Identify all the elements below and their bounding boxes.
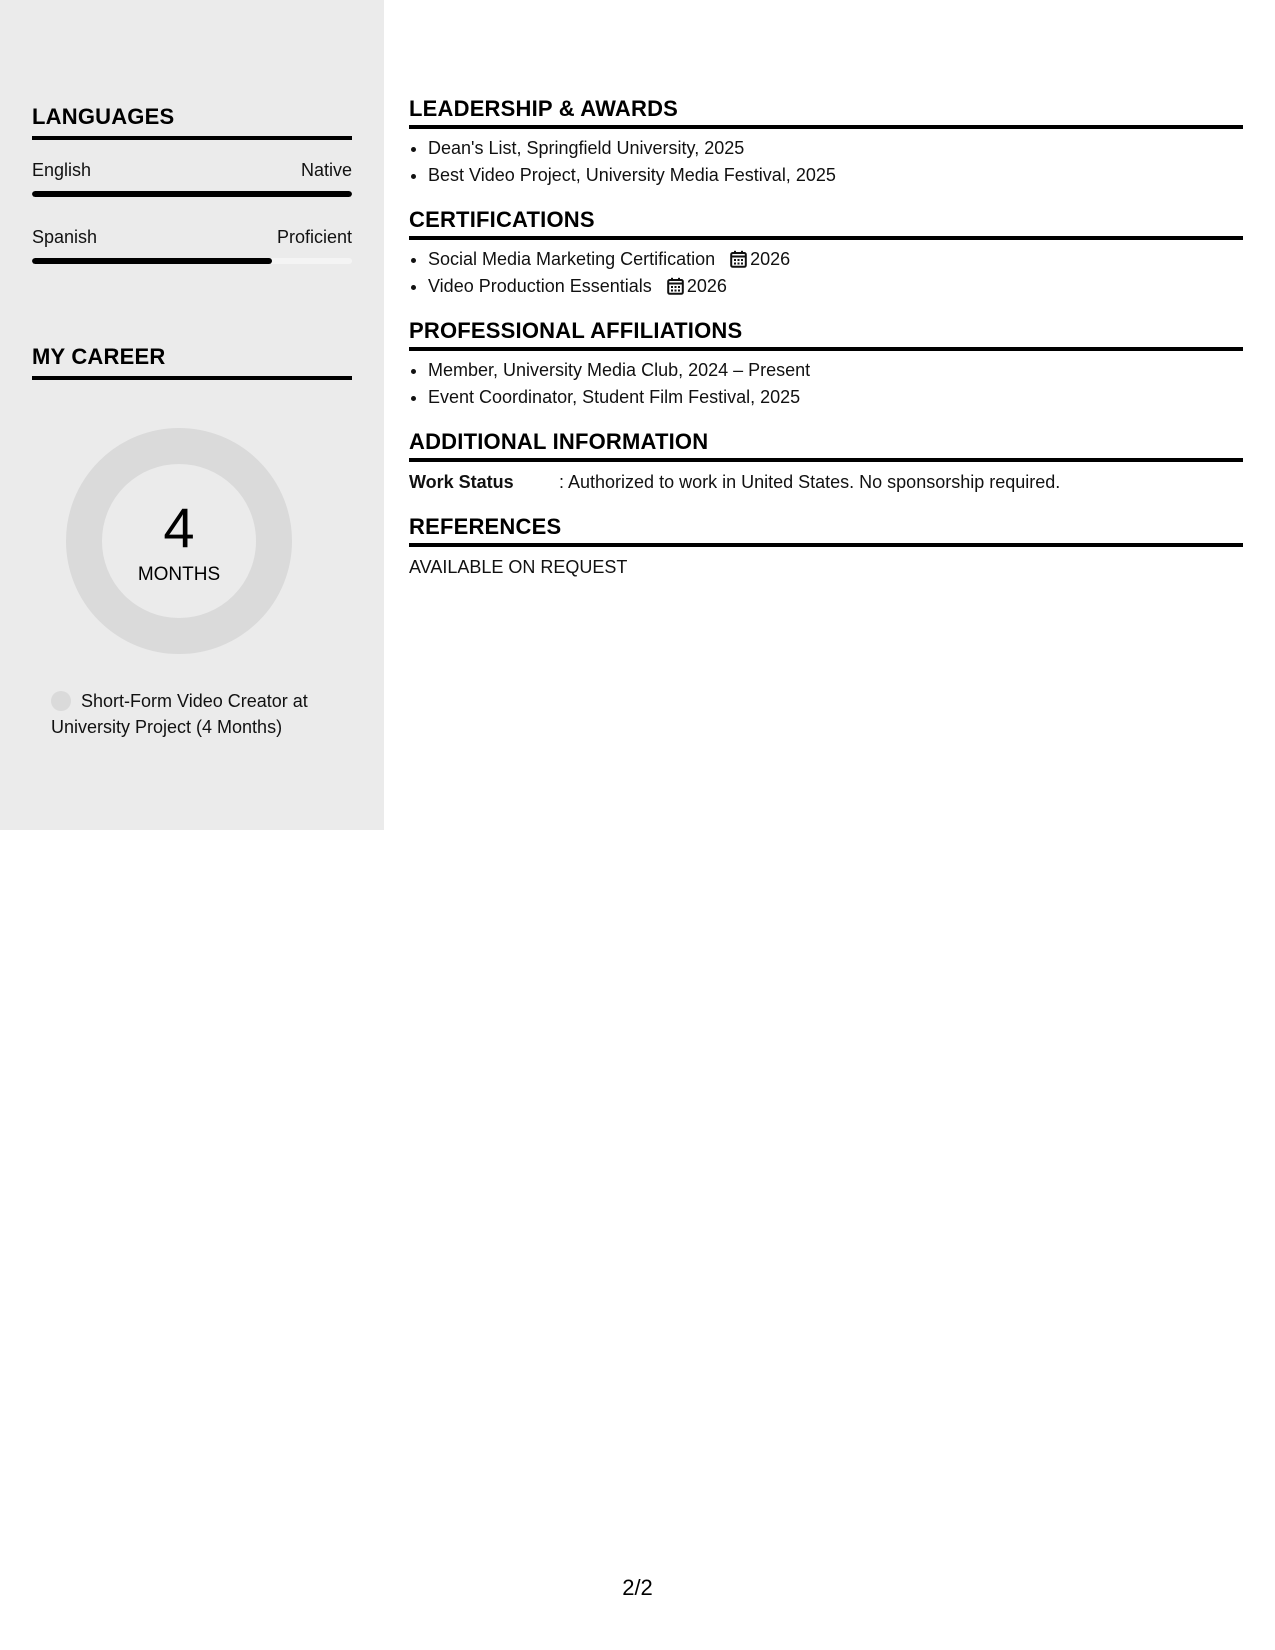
certifications-heading: CERTIFICATIONS bbox=[409, 207, 1243, 240]
language-proficiency-fill bbox=[32, 191, 352, 197]
career-donut-chart bbox=[66, 428, 292, 654]
work-status-value: : Authorized to work in United States. No sponsorship required. bbox=[559, 472, 1061, 492]
language-level: Native bbox=[300, 160, 352, 180]
career-section bbox=[32, 344, 352, 380]
list-item bbox=[428, 273, 1243, 300]
languages-section bbox=[32, 104, 352, 264]
work-status-label: Work Status bbox=[409, 472, 514, 492]
certification-name: Social Media Marketing Certification bbox=[428, 249, 716, 269]
leadership-heading: LEADERSHIP & AWARDS bbox=[409, 96, 1243, 129]
language-level: Proficient bbox=[276, 227, 352, 247]
certification-year: 2026 bbox=[686, 276, 727, 296]
language-proficiency-bar bbox=[32, 191, 352, 197]
language-name: English bbox=[32, 160, 92, 180]
language-name: Spanish bbox=[32, 227, 98, 247]
career-legend-dot bbox=[51, 691, 71, 711]
list-item: • Event Coordinator, Student Film Festival, 2025 bbox=[428, 384, 1243, 411]
page-number: 2/2 bbox=[622, 1575, 653, 1600]
list-item bbox=[428, 246, 1243, 273]
career-total-value: 4 bbox=[163, 496, 195, 559]
leadership-list bbox=[409, 135, 1243, 189]
list-item: • Member, University Media Club, 2024 – Present bbox=[428, 357, 1243, 384]
leadership-section bbox=[409, 96, 1243, 189]
affiliations-section bbox=[409, 318, 1243, 411]
career-total-unit: MONTHS bbox=[137, 564, 221, 585]
sidebar bbox=[0, 0, 384, 830]
language-item-spanish bbox=[32, 227, 352, 264]
language-proficiency-bar bbox=[32, 258, 352, 264]
calendar-icon bbox=[730, 250, 747, 268]
references-heading: REFERENCES bbox=[409, 514, 1243, 547]
languages-heading: LANGUAGES bbox=[32, 104, 352, 140]
list-item: • Best Video Project, University Media Festival, 2025 bbox=[428, 162, 1243, 189]
main-content bbox=[409, 96, 1243, 578]
work-status-row bbox=[409, 469, 1243, 496]
list-item: • Dean's List, Springfield University, 2025 bbox=[428, 135, 1243, 162]
career-heading: MY CAREER bbox=[32, 344, 352, 380]
language-item-english bbox=[32, 160, 352, 197]
affiliations-list bbox=[409, 357, 1243, 411]
affiliations-heading: PROFESSIONAL AFFILIATIONS bbox=[409, 318, 1243, 351]
language-proficiency-fill bbox=[32, 258, 272, 264]
references-text: AVAILABLE ON REQUEST bbox=[409, 557, 628, 577]
certifications-section bbox=[409, 207, 1243, 300]
references-section bbox=[409, 514, 1243, 578]
additional-info-section bbox=[409, 429, 1243, 496]
certifications-list bbox=[409, 246, 1243, 300]
certification-name: Video Production Essentials bbox=[428, 276, 652, 296]
career-list-item bbox=[51, 688, 351, 740]
career-item-text: Short-Form Video Creator at University Project (4 Months) bbox=[51, 691, 308, 737]
calendar-icon bbox=[667, 277, 684, 295]
additional-info-heading: ADDITIONAL INFORMATION bbox=[409, 429, 1243, 462]
certification-year: 2026 bbox=[750, 249, 791, 269]
